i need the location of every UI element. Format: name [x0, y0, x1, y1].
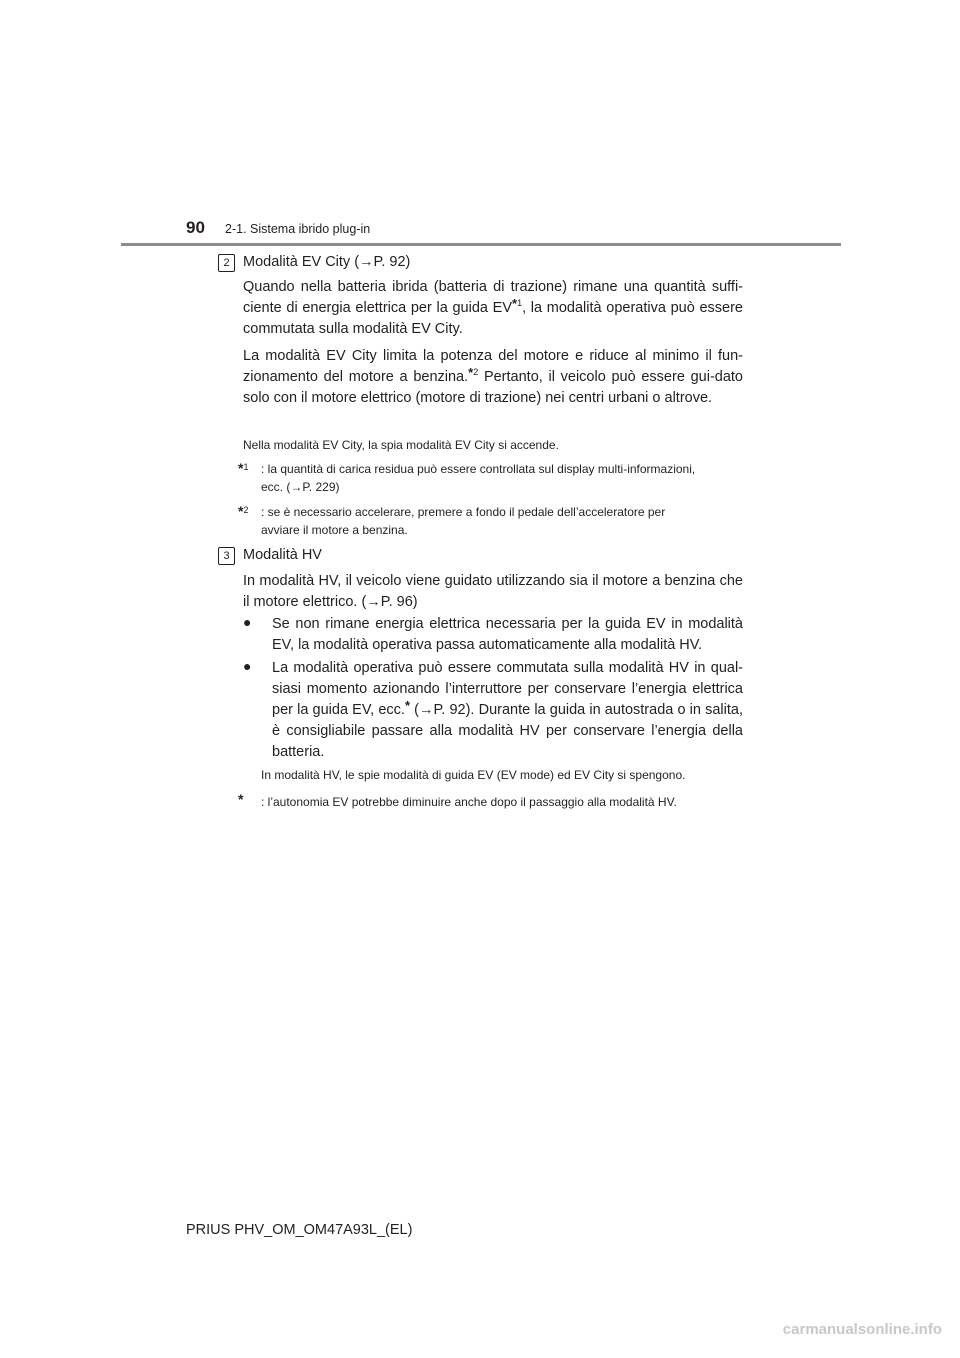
footnote-1-ref-link[interactable]: P. 229) [302, 480, 340, 494]
hv-paragraph-1 [243, 571, 743, 613]
hv-p1-text: In modalità HV, il veicolo viene guidato utilizzando sia il motore a benzina che il motore elettrico. ( [243, 573, 743, 610]
footnote-1-marker [238, 460, 248, 475]
footnote-1-text: : la quantità di carica residua può essere controllata sul display multi-informazioni, [261, 462, 696, 476]
bullet-icon: ● [243, 614, 252, 630]
ev-city-p1-text-end: , la modalità operativa può essere commutata sulla modalità EV City. [243, 300, 743, 337]
ev-city-title: Modalità EV City ( [243, 254, 360, 270]
hv-b2-text: La modalità operativa può essere commutata sulla modalità HV in qual-siasi momento azionando l’interruttore per conservare l’energia elettrica per la guida EV, ecc. [272, 660, 743, 718]
arrow-icon: → [290, 480, 303, 494]
bullet-icon: ● [243, 658, 252, 674]
arrow-icon: → [359, 254, 374, 270]
step-3-badge: 3 [218, 547, 235, 565]
hv-bullet-2 [272, 658, 743, 763]
footnote-2-number: 2 [243, 505, 249, 515]
arrow-icon: → [366, 594, 381, 610]
ev-city-heading [243, 254, 410, 270]
hv-footnote-marker: * [238, 791, 244, 807]
doc-code: PRIUS PHV_OM_OM47A93L_(EL) [186, 1222, 413, 1238]
footnote-star-icon: * [238, 503, 244, 519]
footnote-1-number: 1 [243, 462, 249, 472]
hv-bullet-1: Se non rimane energia elettrica necessaria per la guida EV in modalità EV, la modalità operativa passa automaticamente alla modalità HV. [272, 616, 743, 653]
ev-city-p2-text: La modalità EV City limita la potenza del motore e riduce al minimo il fun-zionamento del motore a benzina. [243, 348, 743, 385]
ev-city-paragraph-1 [243, 277, 743, 340]
footnote-2-marker [238, 503, 248, 518]
header-divider [121, 243, 841, 246]
ev-city-ref-link[interactable]: P. 92) [373, 254, 411, 270]
hv-ref-link[interactable]: P. 96) [380, 594, 418, 610]
ev-city-p2-text-end: Pertanto, il veicolo può essere gui-dato solo con il motore elettrico (motore di trazione) nei centri urbani o altrove. [243, 369, 743, 406]
footnote-1 [261, 461, 748, 479]
ev-city-p1-text: Quando nella batteria ibrida (batteria di trazione) rimane una quantità suffi-ciente di energia elettrica per la guida EV [243, 279, 743, 316]
footnote-2-cont: avviare il motore a benzina. [261, 523, 408, 537]
footnote-star-icon: * [468, 365, 474, 380]
hv-b2-text-mid: ( [410, 702, 419, 718]
ev-city-paragraph-2 [243, 346, 743, 409]
arrow-icon: → [418, 702, 434, 718]
watermark: carmanualsonline.info [782, 1321, 942, 1338]
footnote-star-icon: * [512, 296, 518, 311]
ev-city-small-note: Nella modalità EV City, la spia modalità EV City si accende. [243, 438, 559, 452]
footnote-1-text2: ecc. ( [261, 480, 291, 494]
section-title: 2-1. Sistema ibrido plug-in [225, 222, 371, 236]
hv-footnote: : l’autonomia EV potrebbe diminuire anche dopo il passaggio alla modalità HV. [261, 795, 677, 809]
footnote-1-cont [261, 479, 748, 497]
hv-heading: Modalità HV [243, 547, 322, 563]
footnote-ref-1: 1 [517, 298, 523, 309]
hv-b2-text-end: P. 92). Durante la guida in autostrada o in salita, è consigliabile passare alla modalità HV per conservare l’energia della batteria. [272, 702, 743, 760]
footnote-ref-2: 2 [473, 367, 479, 378]
footnote-2: : se è necessario accelerare, premere a fondo il pedale dell’acceleratore per [261, 505, 666, 519]
step-2-badge: 2 [218, 254, 235, 272]
hv-small-note: In modalità HV, le spie modalità di guida EV (EV mode) ed EV City si spengono. [261, 768, 686, 782]
page-number: 90 [186, 218, 205, 237]
footnote-star-icon: * [238, 460, 244, 476]
footnote-star-icon: * [404, 698, 410, 713]
